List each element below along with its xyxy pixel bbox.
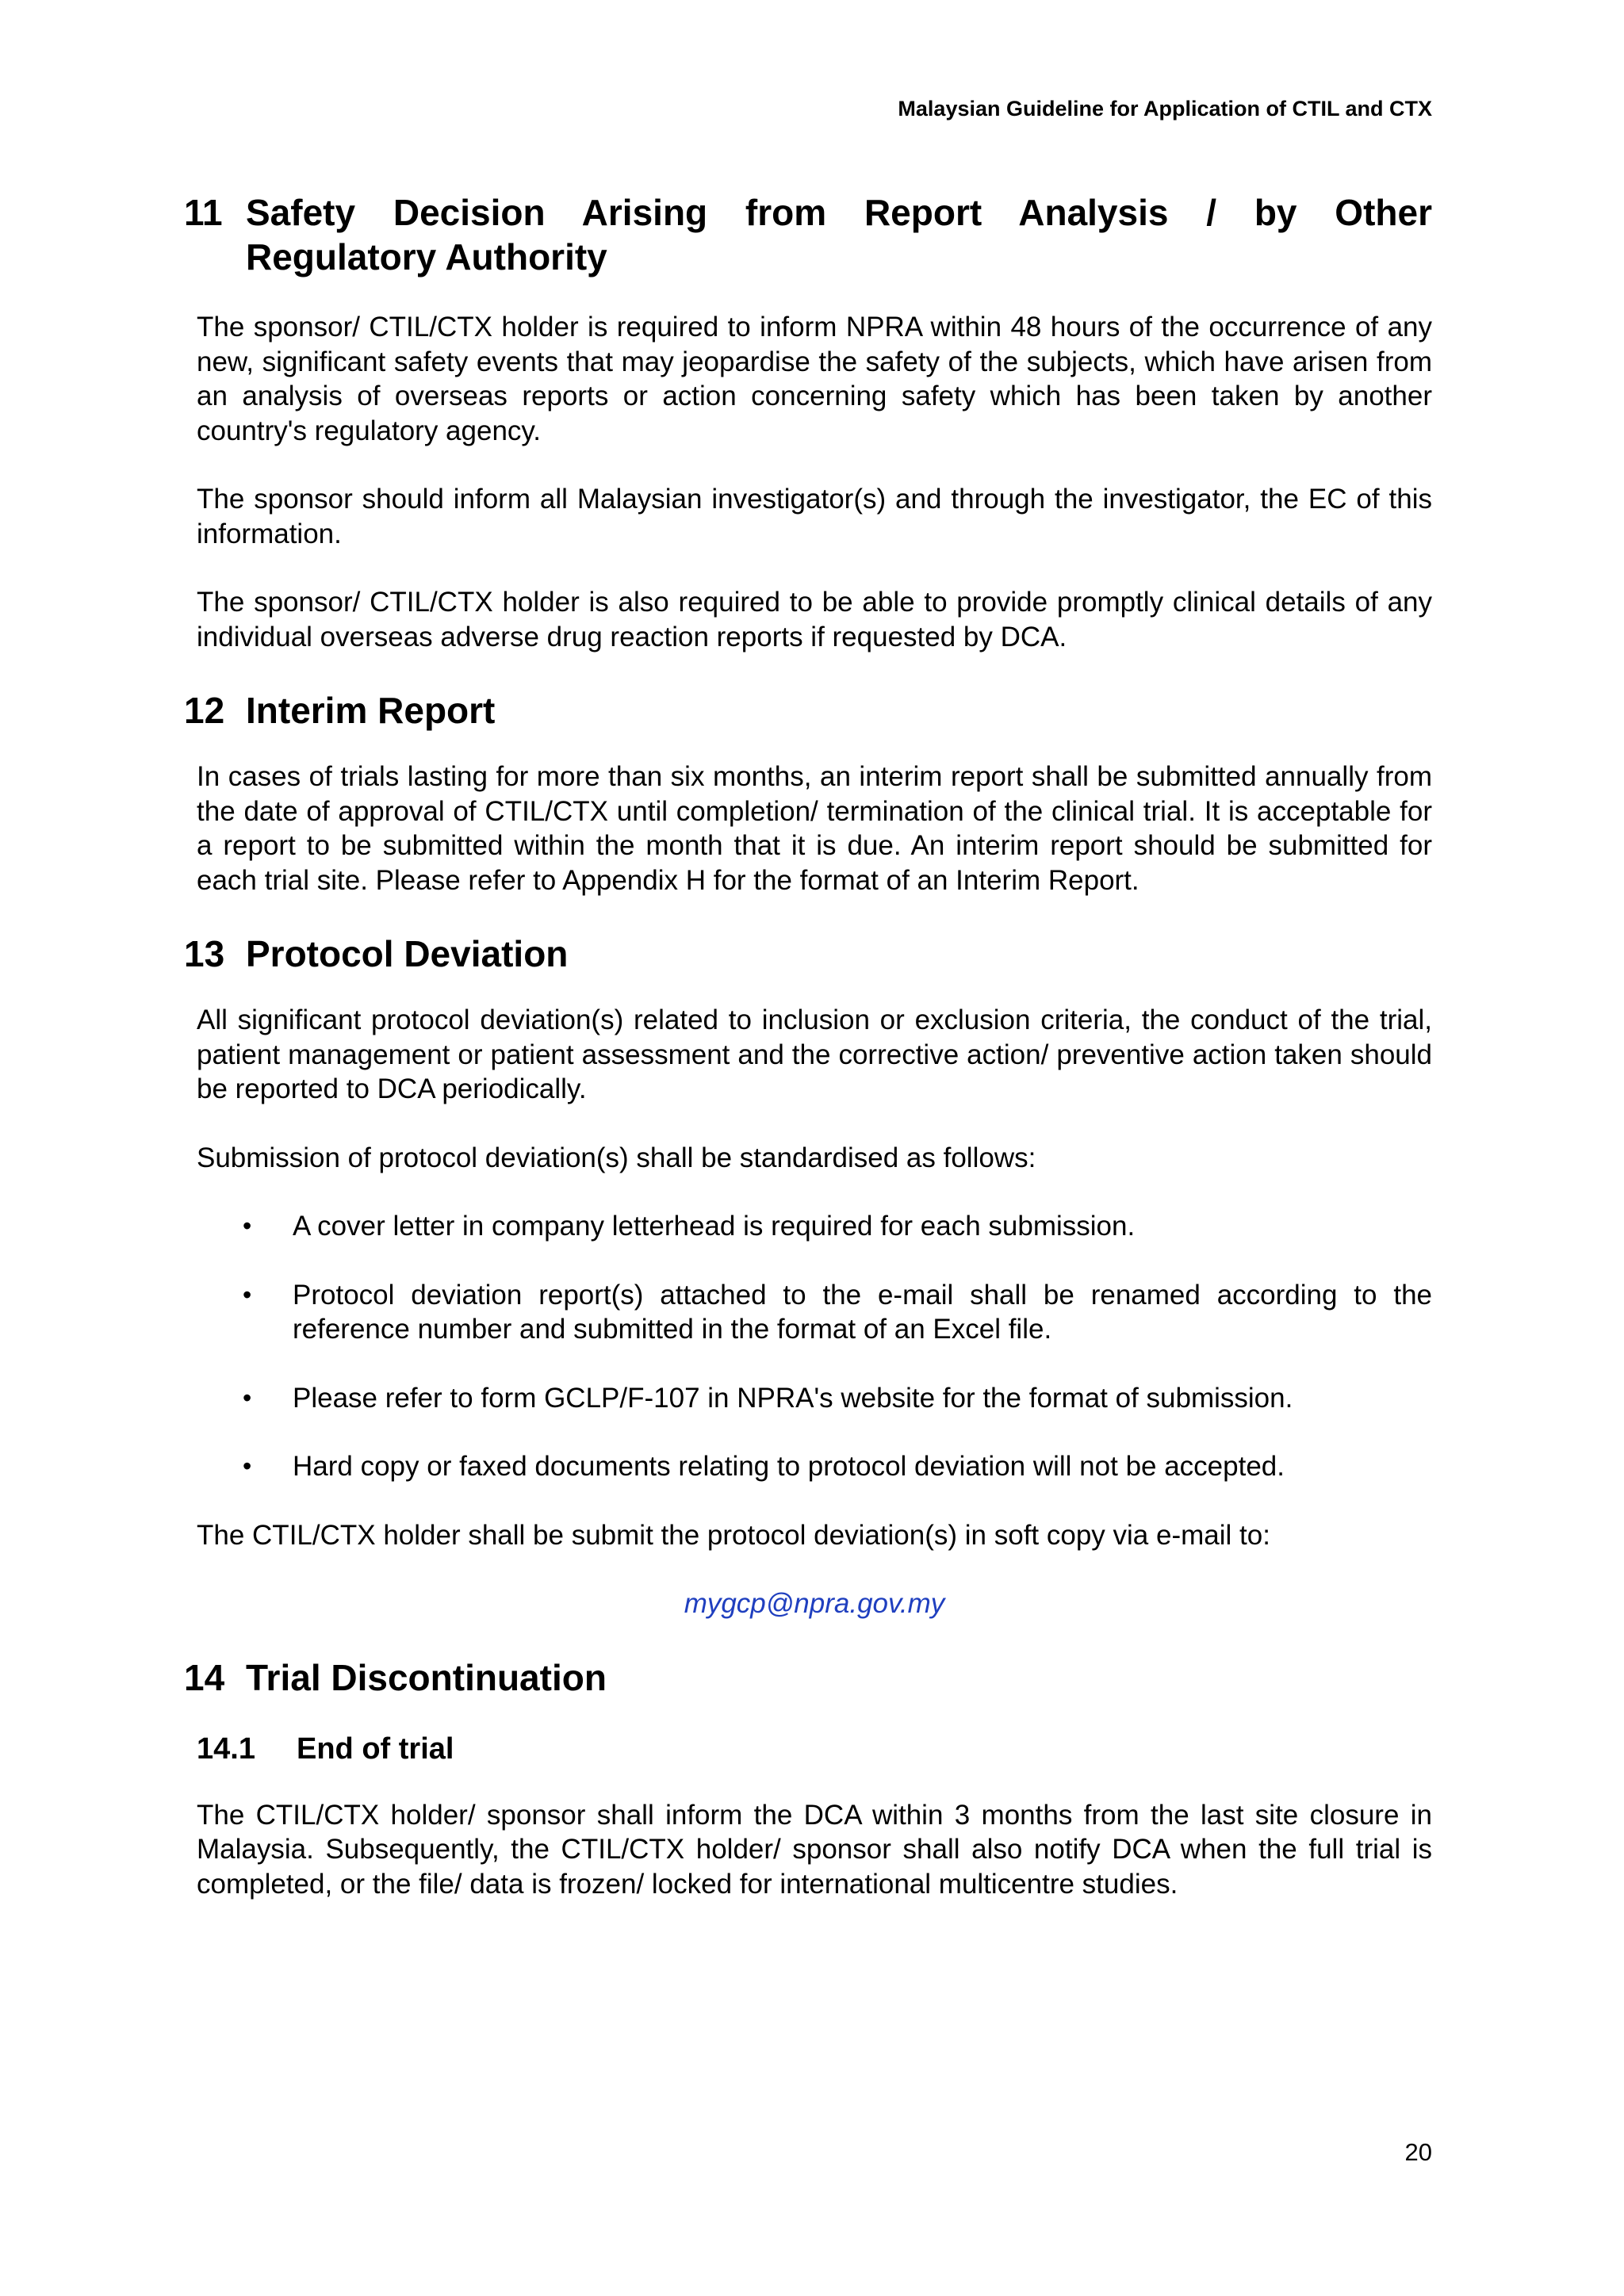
- section-11-title-line2: Regulatory Authority: [246, 236, 607, 277]
- section-14-1-heading: [197, 1731, 1432, 1767]
- section-14-title: Trial Discontinuation: [246, 1656, 607, 1698]
- section-13-paragraph-3: The CTIL/CTX holder shall be submit the protocol deviation(s) in soft copy via e-mail to:: [197, 1519, 1270, 1551]
- bullet-icon: •: [243, 1452, 252, 1480]
- section-13-title: Protocol Deviation: [246, 933, 569, 974]
- section-14-1-title: End of trial: [297, 1732, 454, 1766]
- contact-email-link[interactable]: mygcp@npra.gov.my: [684, 1588, 945, 1619]
- list-item: [197, 1381, 1432, 1416]
- section-11-title-line1: Safety Decision Arising from Report Analysis / by Other: [246, 192, 1432, 233]
- section-11-paragraph-2: The sponsor should inform all Malaysian investigator(s) and through the investigator, the EC of this information.: [197, 484, 1432, 549]
- list-item-text: Please refer to form GCLP/F-107 in NPRA's website for the format of submission.: [293, 1382, 1293, 1414]
- section-12-paragraph-1: In cases of trials lasting for more than six months, an interim report shall be submitted annually from the date of approval of CTIL/CTX until completion/ termination of the clinical trial. It is acceptable for a report to be submitted within the month that it is due. An interim report should be submitted for each trial site. Please refer to Appendix H for the format of an Interim Report.: [197, 761, 1432, 896]
- section-14-1-paragraph-1: The CTIL/CTX holder/ sponsor shall inform the DCA within 3 months from the last site closure in Malaysia. Subsequently, the CTIL/CTX holder/ sponsor shall also notify DCA when the full trial is completed, or the file/ data is frozen/ locked for international multicentre studies.: [197, 1799, 1432, 1900]
- section-13-bullet-list: [184, 1209, 1432, 1484]
- list-item-text: Hard copy or faxed documents relating to protocol deviation will not be accepted.: [293, 1451, 1285, 1482]
- list-item: [197, 1449, 1432, 1484]
- section-13-heading: [184, 932, 1432, 976]
- section-13-paragraph-1: All significant protocol deviation(s) related to inclusion or exclusion criteria, the conduct of the trial, patient management or patient assessment and the corrective action/ preventive action taken should be reported to DCA periodically.: [197, 1004, 1432, 1104]
- list-item-text: Protocol deviation report(s) attached to the e-mail shall be renamed according to the reference number and submitted in the format of an Excel file.: [293, 1279, 1432, 1345]
- section-14-1-number: 14.1: [197, 1732, 255, 1766]
- list-item: [197, 1209, 1432, 1244]
- section-14-heading: [184, 1655, 1432, 1700]
- bullet-icon: •: [243, 1383, 252, 1412]
- list-item-text: A cover letter in company letterhead is required for each submission.: [293, 1211, 1136, 1242]
- list-item: [197, 1278, 1432, 1347]
- section-14-number: 14: [184, 1656, 225, 1698]
- bullet-icon: •: [243, 1280, 252, 1309]
- section-12-heading: [184, 688, 1432, 733]
- section-11-paragraph-1: The sponsor/ CTIL/CTX holder is required to inform NPRA within 48 hours of the occurrence of any new, significant safety events that may jeopardise the safety of the subjects, which have arisen from an analysis of overseas reports or action concerning safety which has been taken by another country's regulatory agency.: [197, 312, 1432, 446]
- bullet-icon: •: [243, 1211, 252, 1240]
- section-11-number: 11: [184, 192, 223, 233]
- page-number: 20: [1404, 2138, 1432, 2166]
- section-11-paragraph-3: The sponsor/ CTIL/CTX holder is also required to be able to provide promptly clinical details of any individual overseas adverse drug reaction reports if requested by DCA.: [197, 587, 1432, 652]
- section-12-title: Interim Report: [246, 690, 496, 731]
- section-13-number: 13: [184, 933, 225, 974]
- section-11-title: [246, 190, 1432, 279]
- section-12-number: 12: [184, 690, 225, 731]
- running-header: Malaysian Guideline for Application of CTIL and CTX: [898, 97, 1432, 121]
- section-13-paragraph-2: Submission of protocol deviation(s) shall be standardised as follows:: [197, 1142, 1036, 1173]
- page-content: [184, 190, 1432, 1901]
- section-11-heading: [184, 190, 1432, 279]
